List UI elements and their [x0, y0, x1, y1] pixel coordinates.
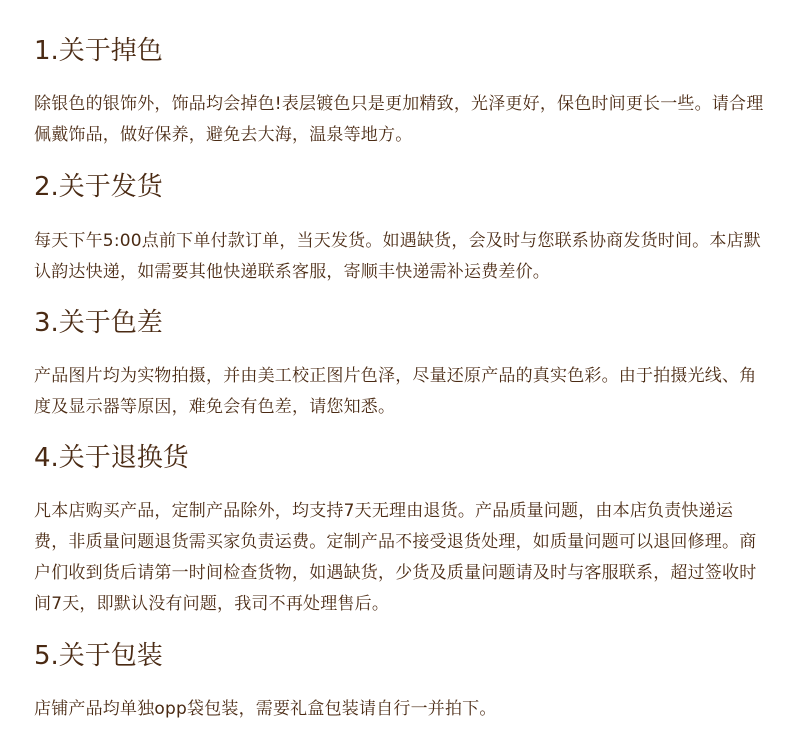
section-body-color-difference: 产品图片均为实物拍摄，并由美工校正图片色泽，尽量还原产品的真实色彩。由于拍摄光线、角度及显示器等原因，难免会有色差，请您知悉。: [34, 366, 757, 417]
section-title-shipping: 2.关于发货: [34, 172, 163, 202]
section-title-returns: 4.关于退换货: [34, 443, 189, 473]
section-title-color-fading: 1.关于掉色: [34, 36, 163, 66]
section-title-packaging: 5.关于包装: [34, 641, 163, 671]
section-body-returns: 凡本店购买产品，定制产品除外，均支持7天无理由退货。产品质量问题，由本店负责快递运费，非质量问题退货需买家负责运费。定制产品不接受退货处理，如质量问题可以退回修理。商户们收到货后请第一时间检查货物，如遇缺货，少货及质量问题请及时与客服联系，超过签收时间7天，即默认没有问题，我司不再处理售后。: [34, 501, 757, 614]
section-title-color-difference: 3.关于色差: [34, 308, 163, 338]
section-body-color-fading: 除银色的银饰外，饰品均会掉色!表层镀色只是更加精致，光泽更好，保色时间更长一些。请合理佩戴饰品，做好保养，避免去大海，温泉等地方。: [34, 94, 764, 145]
section-body-shipping: 每天下午5:00点前下单付款订单，当天发货。如遇缺货，会及时与您联系协商发货时间。本店默认韵达快递，如需要其他快递联系客服，寄顺丰快递需补运费差价。: [34, 231, 761, 282]
section-body-packaging: 店铺产品均单独opp袋包装，需要礼盒包装请自行一并拍下。: [34, 699, 497, 719]
